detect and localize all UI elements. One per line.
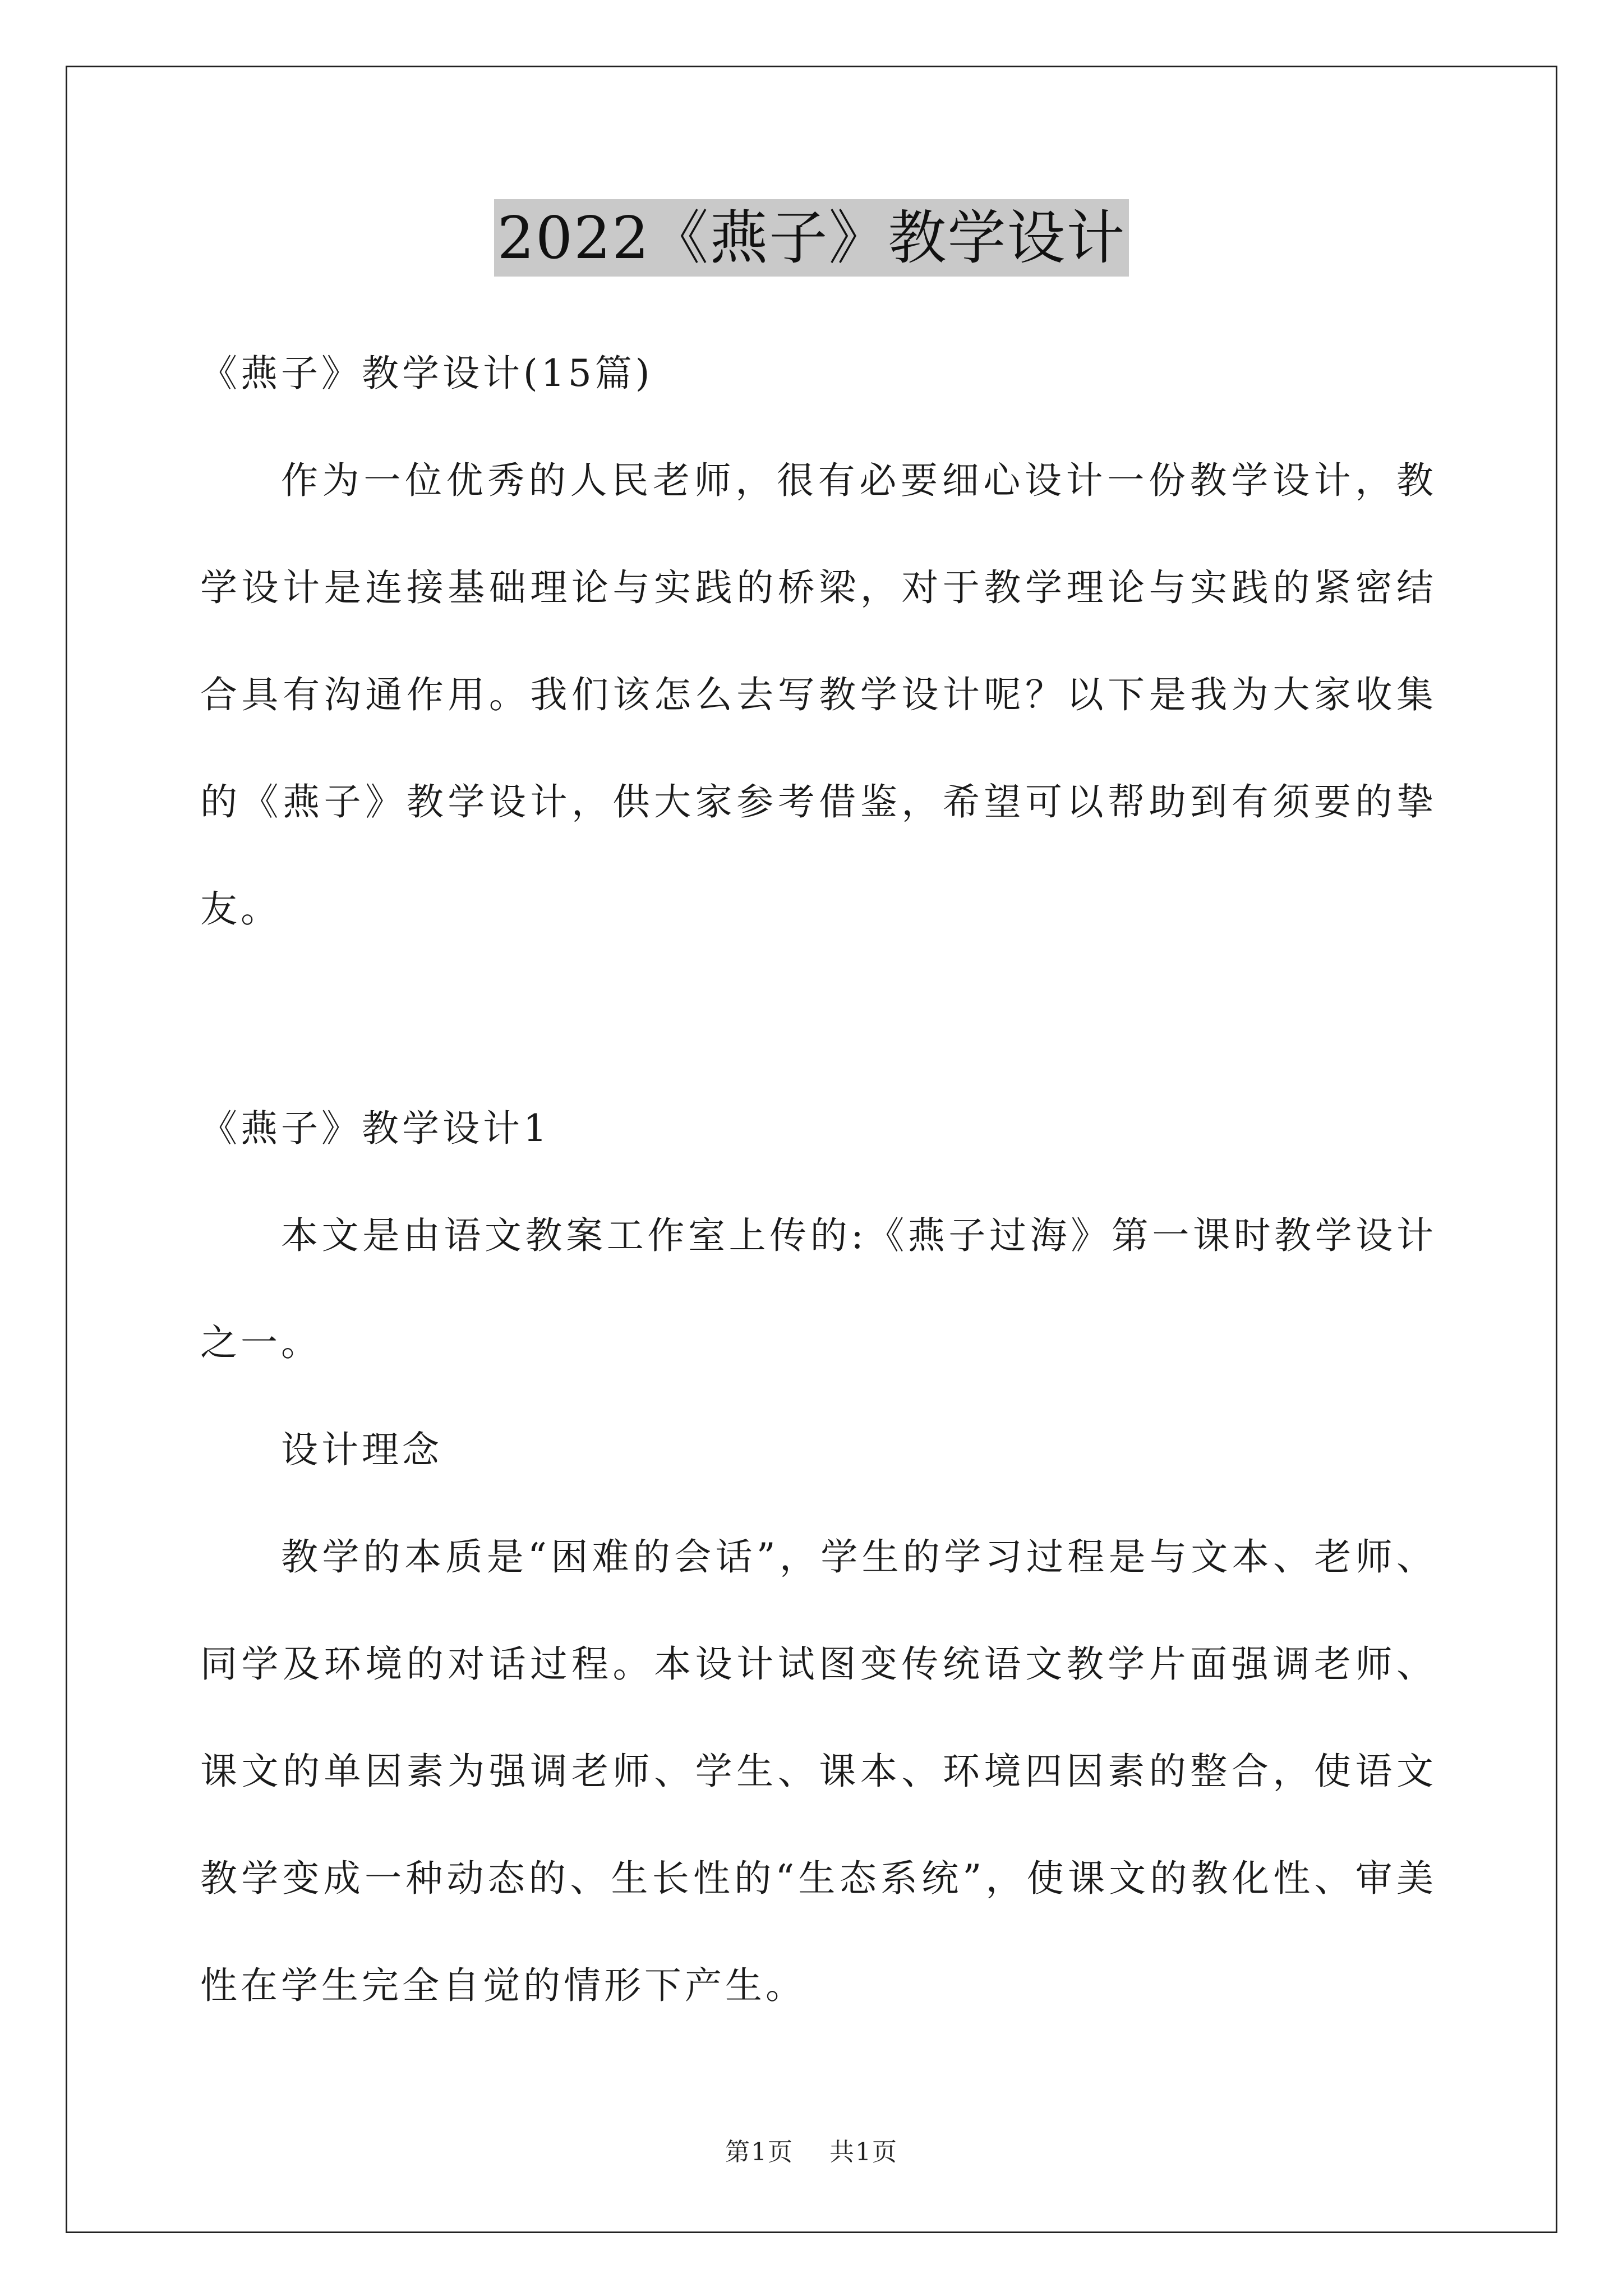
intro-paragraph: 作为一位优秀的人民老师，很有必要细心设计一份教学设计，教学设计是连接基础理论与实践的桥梁，对于教学理论与实践的紧密结合具有沟通作用。我们该怎么去写教学设计呢？以下是我为大家收集的《燕子》教学设计，供大家参考借鉴，希望可以帮助到有须要的挚友。: [200, 459, 1437, 931]
page-footer: [0, 2132, 1623, 2168]
page-number: 第1页: [725, 2138, 794, 2166]
section-paragraph: 本文是由语文教案工作室上传的:《燕子过海》第一课时教学设计之一。: [200, 1214, 1437, 1364]
section-paragraph: 教学的本质是“困难的会话”，学生的学习过程是与文本、老师、同学及环境的对话过程。本设计试图变传统语文教学片面强调老师、课文的单因素为强调老师、学生、课本、环境四因素的整合，使语文教学变成一种动态的、生长性的“生态系统”，使课文的教化性、审美性在学生完全自觉的情形下产生。: [200, 1535, 1437, 2007]
document-body: [200, 320, 1437, 2039]
document-subtitle: 《燕子》教学设计(15篇): [200, 352, 653, 395]
document-title: 2022《燕子》教学设计: [494, 199, 1129, 277]
section-spacer: [200, 963, 1437, 1075]
title-container: [0, 199, 1623, 277]
subsection-heading: 设计理念: [281, 1428, 442, 1471]
page-total: 共1页: [829, 2138, 898, 2166]
section-heading: 《燕子》教学设计1: [200, 1107, 550, 1150]
